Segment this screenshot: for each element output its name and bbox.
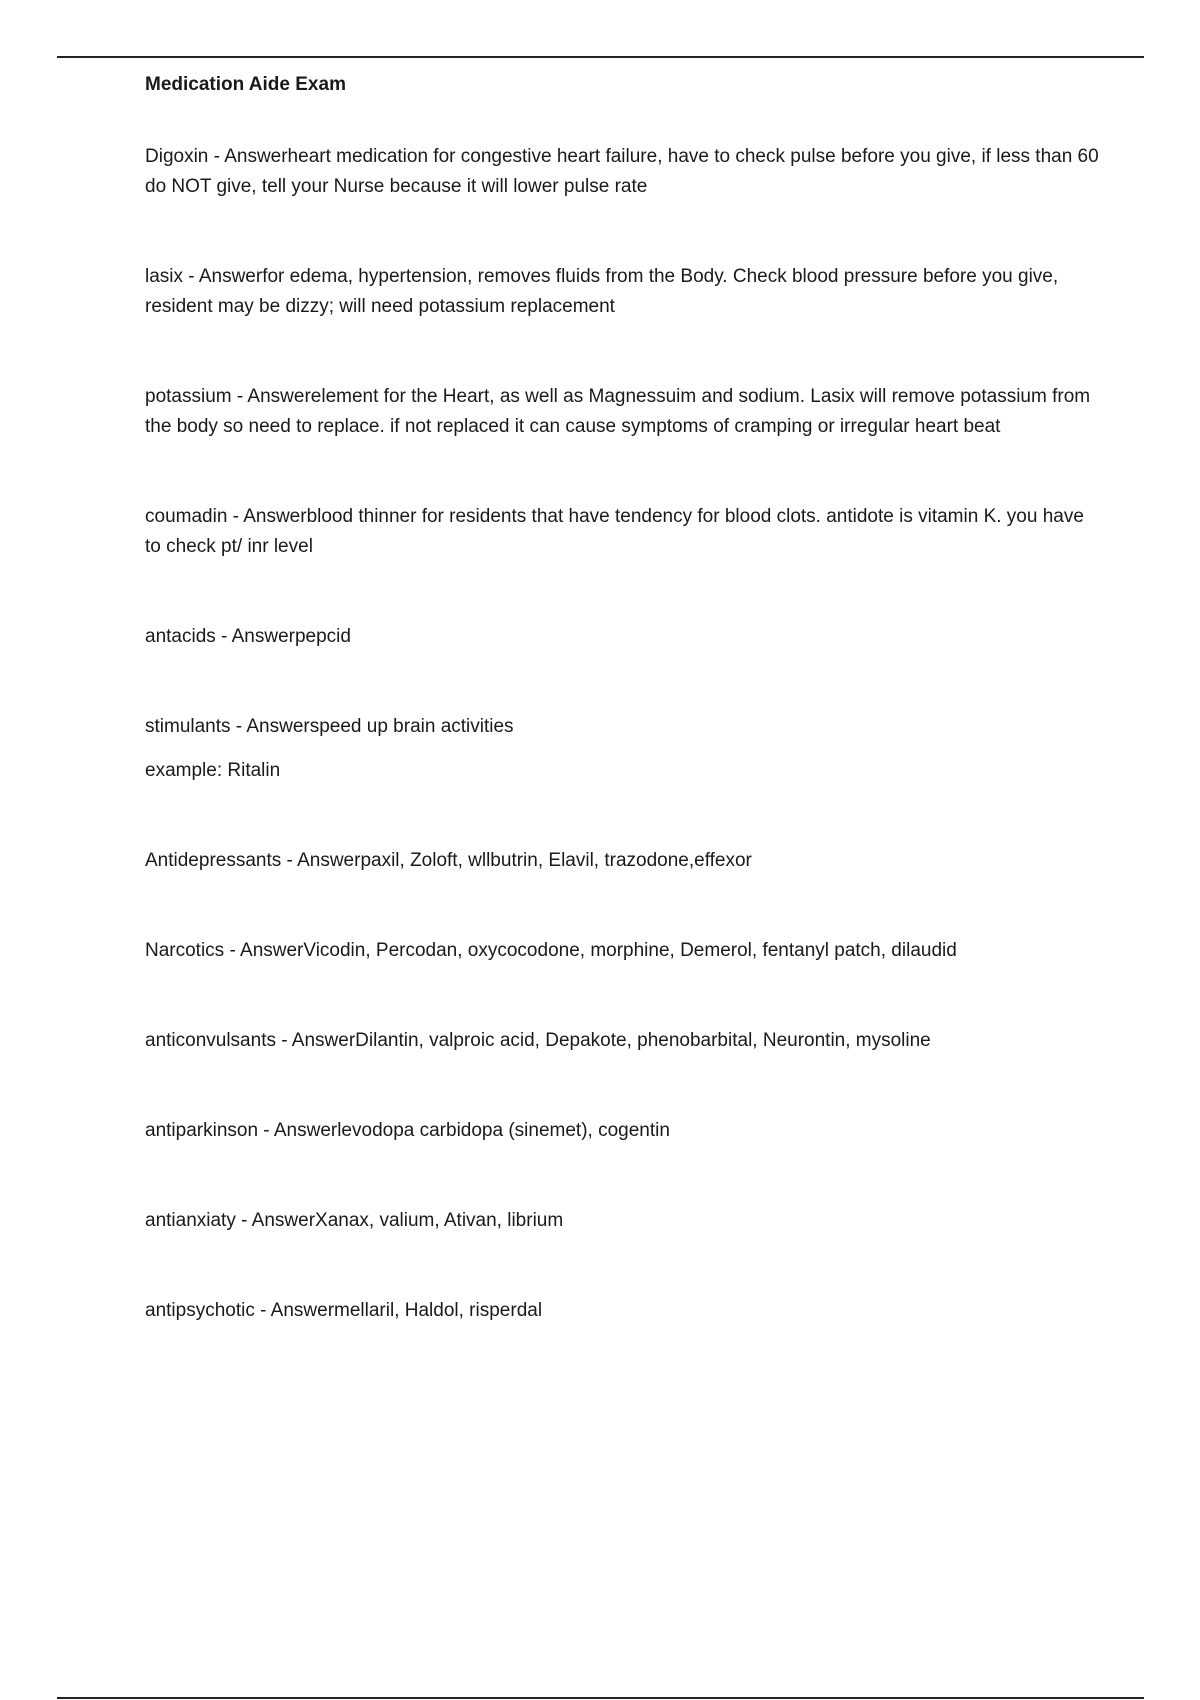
top-rule [57, 56, 1144, 58]
qa-entry-stimulants [145, 712, 1105, 786]
document-title: Medication Aide Exam [145, 74, 346, 95]
qa-example: example: Ritalin [145, 760, 281, 781]
qa-entry-antacids [145, 622, 1105, 652]
qa-entry-coumadin [145, 502, 1105, 562]
bottom-rule [57, 1697, 1144, 1699]
qa-text: antianxiaty - AnswerXanax, valium, Ativan, librium [145, 1210, 564, 1231]
qa-text: lasix - Answerfor edema, hypertension, removes fluids from the Body. Check blood pressure before you give, resident may be dizzy; will need potassium replacement [145, 266, 1064, 317]
qa-text: potassium - Answerelement for the Heart, as well as Magnessuim and sodium. Lasix will remove potassium from the body so need to replace. if not replaced it can cause symptoms of cramping or irregular heart beat [145, 386, 1096, 437]
qa-text: Narcotics - AnswerVicodin, Percodan, oxycocodone, morphine, Demerol, fentanyl patch, dilaudid [145, 940, 957, 961]
qa-text: coumadin - Answerblood thinner for residents that have tendency for blood clots. antidote is vitamin K. you have to check pt/ inr level [145, 506, 1090, 557]
qa-entry-potassium [145, 382, 1105, 442]
qa-text: antiparkinson - Answerlevodopa carbidopa (sinemet), cogentin [145, 1120, 670, 1141]
qa-text: antacids - Answerpepcid [145, 626, 351, 647]
qa-entry-anticonvulsants [145, 1026, 1105, 1056]
qa-entry-antipsychotic [145, 1296, 1105, 1326]
qa-entry-antiparkinson [145, 1116, 1105, 1146]
qa-text: Digoxin - Answerheart medication for congestive heart failure, have to check pulse before you give, if less than 60 do NOT give, tell your Nurse because it will lower pulse rate [145, 146, 1104, 197]
document-body [145, 72, 1105, 1386]
qa-text: Antidepressants - Answerpaxil, Zoloft, wllbutrin, Elavil, trazodone,effexor [145, 850, 752, 871]
qa-entry-digoxin [145, 142, 1105, 202]
qa-entry-antidepressants [145, 846, 1105, 876]
qa-text: stimulants - Answerspeed up brain activities [145, 716, 514, 737]
qa-entry-antianxiety [145, 1206, 1105, 1236]
qa-text: anticonvulsants - AnswerDilantin, valproic acid, Depakote, phenobarbital, Neurontin, mysoline [145, 1030, 931, 1051]
qa-text: antipsychotic - Answermellaril, Haldol, risperdal [145, 1300, 543, 1321]
qa-entry-lasix [145, 262, 1105, 322]
qa-entry-narcotics [145, 936, 1105, 966]
